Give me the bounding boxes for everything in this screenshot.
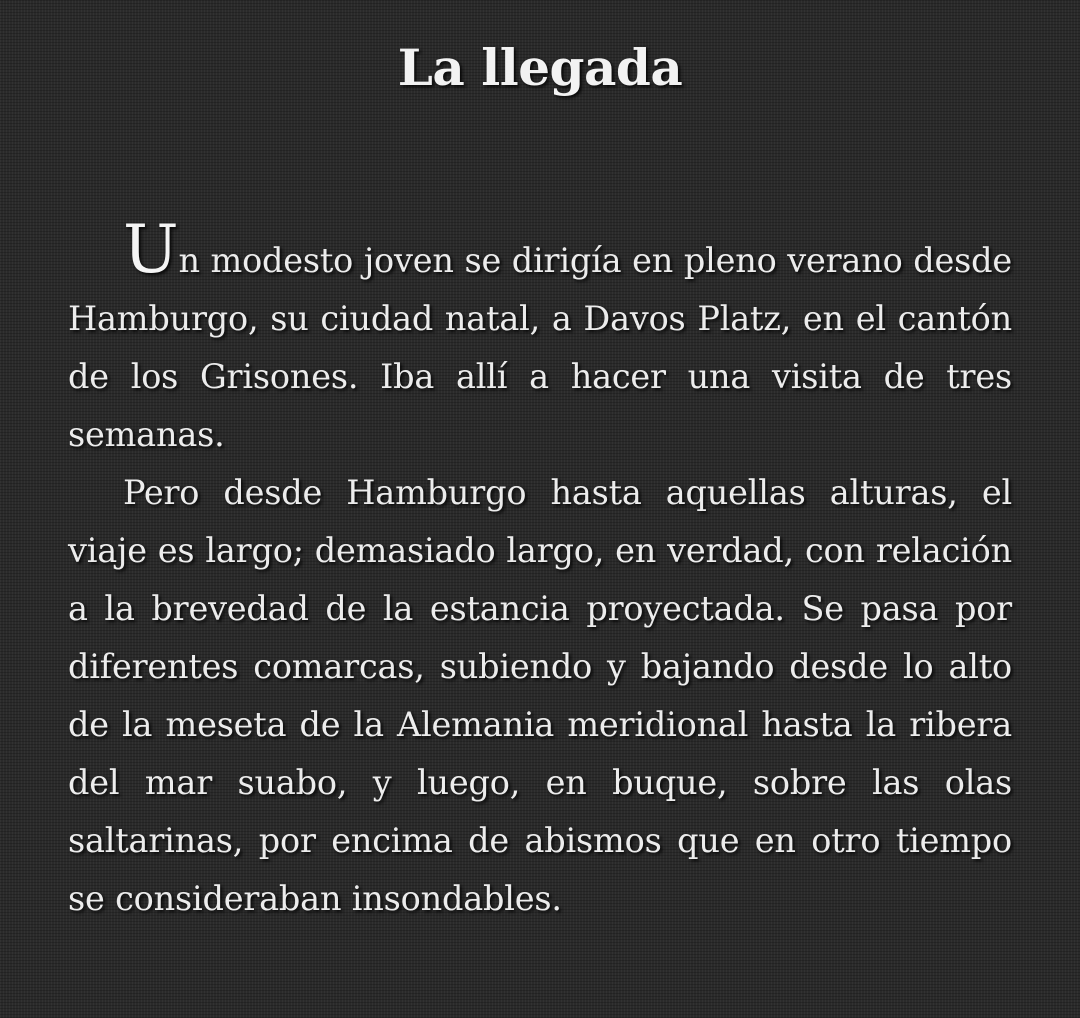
drop-cap: U bbox=[123, 211, 179, 288]
chapter-title: La llegada bbox=[397, 38, 683, 97]
paragraph-1 bbox=[68, 211, 1012, 464]
paragraph-2: Pero desde Hamburgo hasta aquellas alturas, el viaje es largo; demasiado largo, en verdad, con relación a la brevedad de la estancia proyectada. Se pasa por diferentes comarcas, subiendo y bajando desde lo alto de la meseta de la Alemania meridional hasta la ribera del mar suabo, y luego, en buque, sobre las olas saltarinas, por encima de abismos que en otro tiempo se consideraban insondables. bbox=[68, 473, 1012, 918]
chapter-body bbox=[68, 211, 1012, 928]
paragraph-1-text: n modesto joven se dirigía en pleno verano desde Hamburgo, su ciudad natal, a Davos Platz, en el cantón de los Grisones. Iba allí a hacer una visita de tres semanas. bbox=[68, 241, 1012, 454]
